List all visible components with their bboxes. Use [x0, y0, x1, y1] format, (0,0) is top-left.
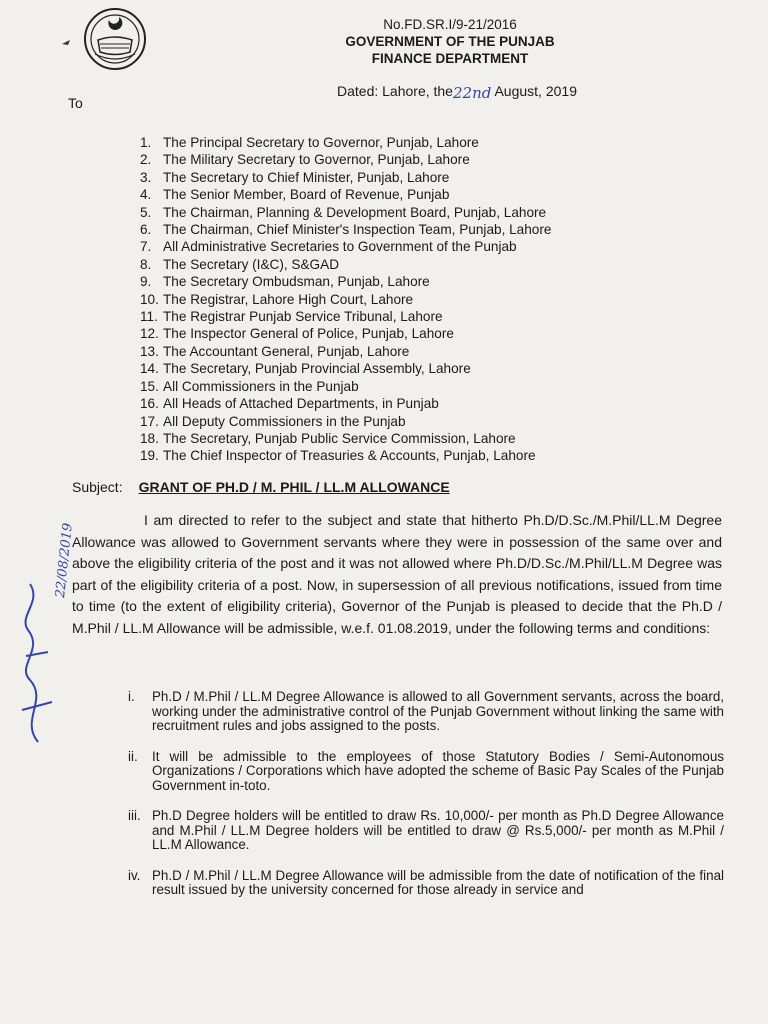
- dated-line: [337, 82, 577, 100]
- to-label: To: [68, 95, 83, 111]
- addressee-item: 16. All Heads of Attached Departments, in Punjab: [140, 396, 439, 412]
- handwritten-signature: [8, 480, 76, 750]
- government-seal-logo: [60, 6, 160, 72]
- dated-prefix: Dated: Lahore, the: [337, 83, 453, 99]
- addressee-item: 5. The Chairman, Planning & Development Board, Punjab, Lahore: [140, 204, 547, 220]
- addressee-item: 9. The Secretary Ombudsman, Punjab, Lahore: [140, 274, 430, 290]
- government-title: GOVERNMENT OF THE PUNJAB: [345, 34, 555, 49]
- body-paragraph-text: I am directed to refer to the subject and state that hitherto Ph.D/D.Sc./M.Phil/LL.M Degree Allowance was allowed to Government servants where they were in possession of the same over and above the eligibility criteria of the post and it was not allowed where Ph.D/D.Sc./M.Phil/LL.M Degree was part of the eligibility criteria of a post. Now, in supersession of all previous notifications, issued from time to time (to the extent of eligibility criteria), Governor of the Punjab is pleased to decide that the Ph.D / M.Phil / LL.M Allowance will be admissible, w.e.f. 01.08.2019, under the following terms and conditions:: [72, 512, 722, 636]
- addressee-item: 11. The Registrar Punjab Service Tribunal, Lahore: [140, 309, 443, 325]
- addressee-item: 18. The Secretary, Punjab Public Service Commission, Lahore: [140, 430, 516, 446]
- handwritten-day: 22nd: [452, 84, 492, 102]
- subject-label: Subject:: [72, 479, 123, 495]
- body-paragraph: [72, 510, 722, 639]
- addressee-item: 12. The Inspector General of Police, Punjab, Lahore: [140, 326, 454, 342]
- term-item: iii. Ph.D Degree holders will be entitled to draw Rs. 10,000/- per month as Ph.D Degree Allowance and M.Phil / LL.M Degree holders will be entitled to draw @ Rs.5,000/- per month as M.Phil / LL.M Allowance.: [128, 808, 724, 852]
- term-item: ii. It will be admissible to the employees of those Statutory Bodies / Semi-Autonomous Organizations / Corporations which have adopted the scheme of Basic Pay Scales of the Punjab Government in-toto.: [128, 748, 724, 793]
- signature-date: 22/08/2019: [53, 522, 76, 599]
- terms-list: [128, 690, 724, 914]
- dated-suffix: August, 2019: [494, 83, 577, 99]
- addressee-item: 19. The Chief Inspector of Treasuries & Accounts, Punjab, Lahore: [140, 448, 536, 464]
- addressee-item: 2. The Military Secretary to Governor, Punjab, Lahore: [140, 152, 470, 168]
- term-item: i. Ph.D / M.Phil / LL.M Degree Allowance is allowed to all Government servants, across the board, working under the administrative control of the Punjab Government without linking the same with recruitment rules and jobs assigned to the posts.: [128, 689, 724, 733]
- subject-value: GRANT OF PH.D / M. PHIL / LL.M ALLOWANCE: [138, 479, 450, 495]
- addressee-item: 17. All Deputy Commissioners in the Punjab: [140, 413, 406, 429]
- addressee-item: 10. The Registrar, Lahore High Court, Lahore: [140, 291, 414, 307]
- addressee-item: 1. The Principal Secretary to Governor, Punjab, Lahore: [140, 135, 479, 150]
- addressee-item: 13. The Accountant General, Punjab, Lahore: [140, 343, 410, 359]
- addressee-item: 8. The Secretary (I&C), S&GAD: [140, 256, 340, 272]
- addressee-item: 14. The Secretary, Punjab Provincial Assembly, Lahore: [140, 361, 471, 377]
- addressee-item: 7. All Administrative Secretaries to Government of the Punjab: [140, 239, 517, 255]
- addressee-item: 6. The Chairman, Chief Minister's Inspection Team, Punjab, Lahore: [140, 222, 552, 238]
- addressee-item: 4. The Senior Member, Board of Revenue, Punjab: [140, 187, 450, 203]
- reference-number: No.FD.SR.I/9-21/2016: [383, 17, 517, 32]
- term-item: iv. Ph.D / M.Phil / LL.M Degree Allowance will be admissible from the date of notification of the final result issued by the university concerned for those already in service and: [128, 867, 724, 897]
- department-title: FINANCE DEPARTMENT: [371, 51, 529, 66]
- subject-line: [72, 479, 450, 495]
- addressee-item: 3. The Secretary to Chief Minister, Punjab, Lahore: [140, 169, 450, 185]
- addressee-item: 15. All Commissioners in the Punjab: [140, 378, 359, 394]
- addressee-list: [140, 134, 551, 465]
